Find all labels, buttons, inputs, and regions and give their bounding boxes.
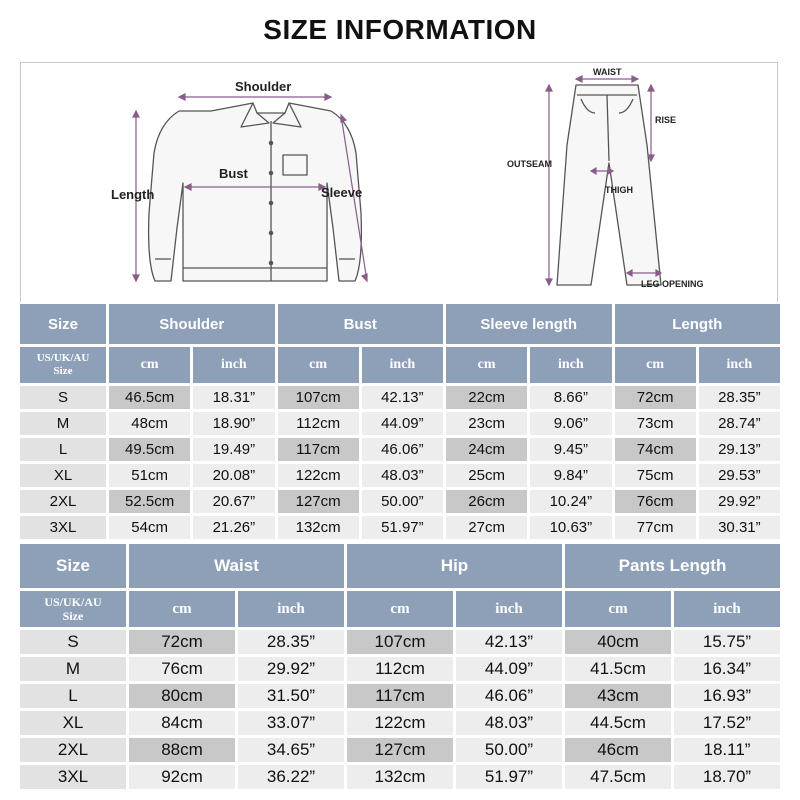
value-cell: 20.08” xyxy=(193,464,274,487)
unit-cm: cm xyxy=(129,591,235,627)
value-cell: 28.35” xyxy=(238,630,344,654)
value-cell: 41.5cm xyxy=(565,657,671,681)
size-cell: S xyxy=(20,386,106,409)
unit-inch: inch xyxy=(674,591,780,627)
value-cell: 27cm xyxy=(446,516,527,539)
bottom-size-table xyxy=(17,541,783,792)
value-cell: 88cm xyxy=(129,738,235,762)
diagram-svg xyxy=(21,63,779,303)
unit-cm: cm xyxy=(565,591,671,627)
value-cell: 50.00” xyxy=(456,738,562,762)
region-size-header xyxy=(20,347,106,383)
table-row xyxy=(20,711,780,735)
value-cell: 76cm xyxy=(615,490,696,513)
value-cell: 28.74” xyxy=(699,412,780,435)
unit-inch: inch xyxy=(530,347,611,383)
region-size-label: Size xyxy=(62,609,84,623)
value-cell: 44.09” xyxy=(456,657,562,681)
value-cell: 29.92” xyxy=(699,490,780,513)
table-row xyxy=(20,657,780,681)
unit-cm: cm xyxy=(109,347,190,383)
sleeve-length-header: Sleeve length xyxy=(446,304,612,344)
length-label: Length xyxy=(111,187,155,202)
size-cell: 2XL xyxy=(20,738,126,762)
bust-label: Bust xyxy=(219,166,248,181)
value-cell: 42.13” xyxy=(456,630,562,654)
size-cell: M xyxy=(20,657,126,681)
thigh-label: THIGH xyxy=(605,185,633,195)
size-cell: L xyxy=(20,684,126,708)
value-cell: 112cm xyxy=(347,657,453,681)
unit-inch: inch xyxy=(456,591,562,627)
value-cell: 44.5cm xyxy=(565,711,671,735)
value-cell: 51.97” xyxy=(362,516,443,539)
value-cell: 40cm xyxy=(565,630,671,654)
value-cell: 84cm xyxy=(129,711,235,735)
bottom-table-unit-row xyxy=(20,591,780,627)
length-header: Length xyxy=(615,304,781,344)
value-cell: 18.70” xyxy=(674,765,780,789)
unit-cm: cm xyxy=(615,347,696,383)
value-cell: 49.5cm xyxy=(109,438,190,461)
value-cell: 47.5cm xyxy=(565,765,671,789)
unit-cm: cm xyxy=(347,591,453,627)
value-cell: 132cm xyxy=(278,516,359,539)
value-cell: 43cm xyxy=(565,684,671,708)
value-cell: 80cm xyxy=(129,684,235,708)
rise-label: RISE xyxy=(655,115,677,125)
value-cell: 76cm xyxy=(129,657,235,681)
value-cell: 20.67” xyxy=(193,490,274,513)
value-cell: 92cm xyxy=(129,765,235,789)
value-cell: 112cm xyxy=(278,412,359,435)
value-cell: 42.13” xyxy=(362,386,443,409)
bust-header: Bust xyxy=(278,304,444,344)
value-cell: 9.45” xyxy=(530,438,611,461)
size-cell: L xyxy=(20,438,106,461)
unit-inch: inch xyxy=(238,591,344,627)
value-cell: 107cm xyxy=(278,386,359,409)
value-cell: 10.63” xyxy=(530,516,611,539)
waist-label: WAIST xyxy=(593,67,622,77)
top-table-header-row xyxy=(20,304,780,344)
value-cell: 127cm xyxy=(347,738,453,762)
value-cell: 122cm xyxy=(347,711,453,735)
value-cell: 29.92” xyxy=(238,657,344,681)
value-cell: 36.22” xyxy=(238,765,344,789)
value-cell: 72cm xyxy=(129,630,235,654)
leg-opening-label: LEG OPENING xyxy=(641,279,704,289)
value-cell: 24cm xyxy=(446,438,527,461)
value-cell: 30.31” xyxy=(699,516,780,539)
value-cell: 33.07” xyxy=(238,711,344,735)
value-cell: 48.03” xyxy=(362,464,443,487)
table-row xyxy=(20,630,780,654)
value-cell: 22cm xyxy=(446,386,527,409)
value-cell: 117cm xyxy=(278,438,359,461)
value-cell: 26cm xyxy=(446,490,527,513)
top-size-table xyxy=(17,301,783,542)
value-cell: 46.06” xyxy=(456,684,562,708)
value-cell: 51cm xyxy=(109,464,190,487)
pants-length-header: Pants Length xyxy=(565,544,780,588)
table-row xyxy=(20,412,780,435)
value-cell: 18.90” xyxy=(193,412,274,435)
table-row xyxy=(20,490,780,513)
value-cell: 75cm xyxy=(615,464,696,487)
table-row xyxy=(20,464,780,487)
region-size-header xyxy=(20,591,126,627)
value-cell: 9.06” xyxy=(530,412,611,435)
value-cell: 23cm xyxy=(446,412,527,435)
value-cell: 74cm xyxy=(615,438,696,461)
unit-inch: inch xyxy=(193,347,274,383)
region-label: US/UK/AU xyxy=(44,595,102,609)
size-cell: M xyxy=(20,412,106,435)
unit-inch: inch xyxy=(699,347,780,383)
top-table-unit-row xyxy=(20,347,780,383)
value-cell: 9.84” xyxy=(530,464,611,487)
value-cell: 16.93” xyxy=(674,684,780,708)
bottom-table-body xyxy=(20,544,780,789)
size-cell: XL xyxy=(20,464,106,487)
size-cell: 3XL xyxy=(20,516,106,539)
value-cell: 52.5cm xyxy=(109,490,190,513)
value-cell: 18.31” xyxy=(193,386,274,409)
size-cell: XL xyxy=(20,711,126,735)
value-cell: 46.5cm xyxy=(109,386,190,409)
size-cell: 3XL xyxy=(20,765,126,789)
value-cell: 44.09” xyxy=(362,412,443,435)
size-header: Size xyxy=(20,544,126,588)
outseam-label: OUTSEAM xyxy=(507,159,552,169)
value-cell: 18.11” xyxy=(674,738,780,762)
value-cell: 16.34” xyxy=(674,657,780,681)
value-cell: 10.24” xyxy=(530,490,611,513)
value-cell: 51.97” xyxy=(456,765,562,789)
bottom-table-header-row xyxy=(20,544,780,588)
value-cell: 19.49” xyxy=(193,438,274,461)
value-cell: 17.52” xyxy=(674,711,780,735)
table-row xyxy=(20,738,780,762)
value-cell: 25cm xyxy=(446,464,527,487)
page-title: SIZE INFORMATION xyxy=(263,14,537,45)
size-header: Size xyxy=(20,304,106,344)
region-label: US/UK/AU xyxy=(36,352,90,364)
size-cell: S xyxy=(20,630,126,654)
unit-cm: cm xyxy=(278,347,359,383)
table-row xyxy=(20,438,780,461)
table-row xyxy=(20,386,780,409)
value-cell: 34.65” xyxy=(238,738,344,762)
value-cell: 48cm xyxy=(109,412,190,435)
table-row xyxy=(20,765,780,789)
unit-inch: inch xyxy=(362,347,443,383)
value-cell: 117cm xyxy=(347,684,453,708)
value-cell: 73cm xyxy=(615,412,696,435)
value-cell: 107cm xyxy=(347,630,453,654)
value-cell: 54cm xyxy=(109,516,190,539)
waist-header: Waist xyxy=(129,544,344,588)
size-cell: 2XL xyxy=(20,490,106,513)
value-cell: 132cm xyxy=(347,765,453,789)
value-cell: 72cm xyxy=(615,386,696,409)
value-cell: 28.35” xyxy=(699,386,780,409)
value-cell: 46cm xyxy=(565,738,671,762)
sleeve-label: Sleeve xyxy=(321,185,363,200)
value-cell: 122cm xyxy=(278,464,359,487)
hip-header: Hip xyxy=(347,544,562,588)
value-cell: 21.26” xyxy=(193,516,274,539)
value-cell: 46.06” xyxy=(362,438,443,461)
value-cell: 29.53” xyxy=(699,464,780,487)
table-row xyxy=(20,684,780,708)
value-cell: 50.00” xyxy=(362,490,443,513)
value-cell: 15.75” xyxy=(674,630,780,654)
table-row xyxy=(20,516,780,539)
value-cell: 8.66” xyxy=(530,386,611,409)
shoulder-label: Shoulder xyxy=(235,79,292,94)
value-cell: 29.13” xyxy=(699,438,780,461)
value-cell: 127cm xyxy=(278,490,359,513)
value-cell: 77cm xyxy=(615,516,696,539)
value-cell: 31.50” xyxy=(238,684,344,708)
measurement-diagram xyxy=(20,62,778,302)
shoulder-header: Shoulder xyxy=(109,304,275,344)
top-table-body xyxy=(20,304,780,539)
region-size-label: Size xyxy=(53,365,73,377)
unit-cm: cm xyxy=(446,347,527,383)
value-cell: 48.03” xyxy=(456,711,562,735)
